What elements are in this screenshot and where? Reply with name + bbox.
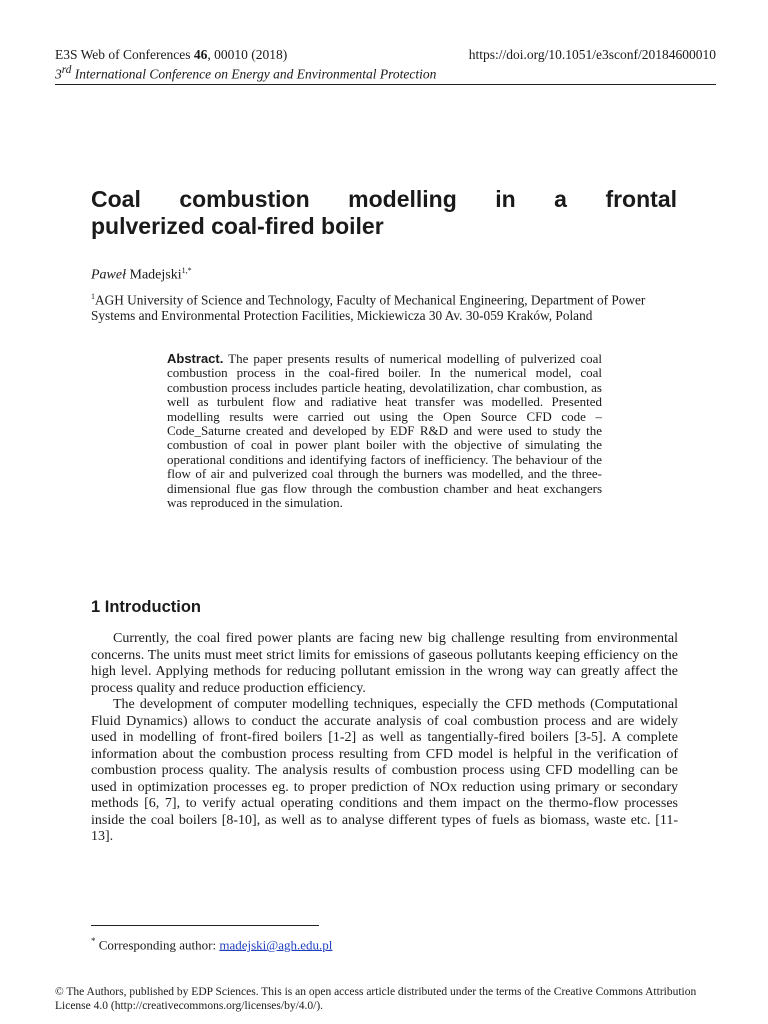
paragraph: Currently, the coal fired power plants are facing new big challenge resulting from environmental concerns. The units must meet strict limits for emissions of gaseous pollutants keeping efficiency on the high level. Applying methods for reducing pollutant emission in the wrong way can greatly affect the process quality and reduce production efficiency. <box>91 631 678 696</box>
conference-title: International Conference on Energy and Environmental Protection <box>71 66 437 82</box>
section-body <box>91 631 678 846</box>
author-email-link[interactable]: madejski@agh.edu.pl <box>219 937 333 953</box>
paper-title-line-2: pulverized coal-fired boiler <box>91 213 384 239</box>
author <box>91 266 192 284</box>
footnote-marker: * <box>91 936 96 946</box>
doi-link[interactable]: https://doi.org/10.1051/e3sconf/20184600010 <box>468 47 716 62</box>
journal-volume: 46 <box>193 47 208 62</box>
abstract-text: The paper presents results of numerical modelling of pulverized coal combustion process in the coal-fired boiler. In the numerical model, coal combustion process includes particle heating, devolatilization, char combustion, as well as turbulent flow and radiative heat transfer was modelled. Presented modelling results were carried out using the Open Source CFD code – Code_Saturne created and developed by EDF R&D and were used to study the combustion of coal in power plant boiler with the objective of simulating the operational conditions and identifying factors of inefficiency. The behaviour of the flow of air and pulverized coal through the burners was modelled, and the three-dimensional flue gas flow through the combustion chamber and heat exchangers was reproduced in the simulation. <box>167 351 602 511</box>
footnote-label: Corresponding author: <box>95 937 220 953</box>
conference-ordinal: rd <box>61 64 72 76</box>
author-superscript: 1,* <box>181 266 192 275</box>
footnote-divider <box>91 925 319 926</box>
header-divider <box>55 84 716 85</box>
paper-title <box>91 186 677 240</box>
section-heading-introduction: 1 Introduction <box>91 598 201 616</box>
journal-prefix: E3S Web of Conferences <box>55 47 194 62</box>
conference-number: 3 <box>55 66 62 82</box>
author-first-name: Paweł <box>91 267 126 283</box>
journal-reference <box>55 47 287 63</box>
abstract <box>167 352 602 510</box>
paragraph: The development of computer modelling techniques, especially the CFD methods (Computational Fluid Dynamics) allows to conduct the accurate analysis of coal combustion process and are widely used in modelling of front-fired boilers [1-2] as well as tangentially-fired boilers [3-5]. A complete information about the combustion process resulting from CFD model is helpful in the verification of combustion process quality. The analysis results of combustion process using CFD modelling can be used in optimization processes eg. to proper prediction of NOx reduction using primary or secondary methods [6, 7], to verify actual operating conditions and them impact on the thermo-flow processes inside the coal boilers [8-10], as well as to analyse different types of fuels as biomass, waste etc. [11-13]. <box>91 697 678 844</box>
affiliation <box>91 289 679 324</box>
affiliation-superscript: 1 <box>91 292 95 301</box>
author-last-name: Madejski <box>126 267 182 283</box>
license-notice: © The Authors, published by EDP Sciences. This is an open access article distributed under the terms of the Creative Commons Attribution License 4.0 (http://creativecommons.org/licenses/by/4.0/). <box>55 986 697 1012</box>
conference-name <box>55 64 436 83</box>
abstract-label: Abstract. <box>167 351 224 366</box>
affiliation-text: AGH University of Science and Technology, Faculty of Mechanical Engineering, Department of Power Systems and Environmental Protection Facilities, Mickiewicza 30 Av. 30-059 Kraków, Poland <box>91 292 646 324</box>
footnote <box>91 936 332 953</box>
paper-title-line-1: Coal combustion modelling in a frontal <box>91 186 677 212</box>
article-ref: , 00010 (2018) <box>207 47 288 62</box>
